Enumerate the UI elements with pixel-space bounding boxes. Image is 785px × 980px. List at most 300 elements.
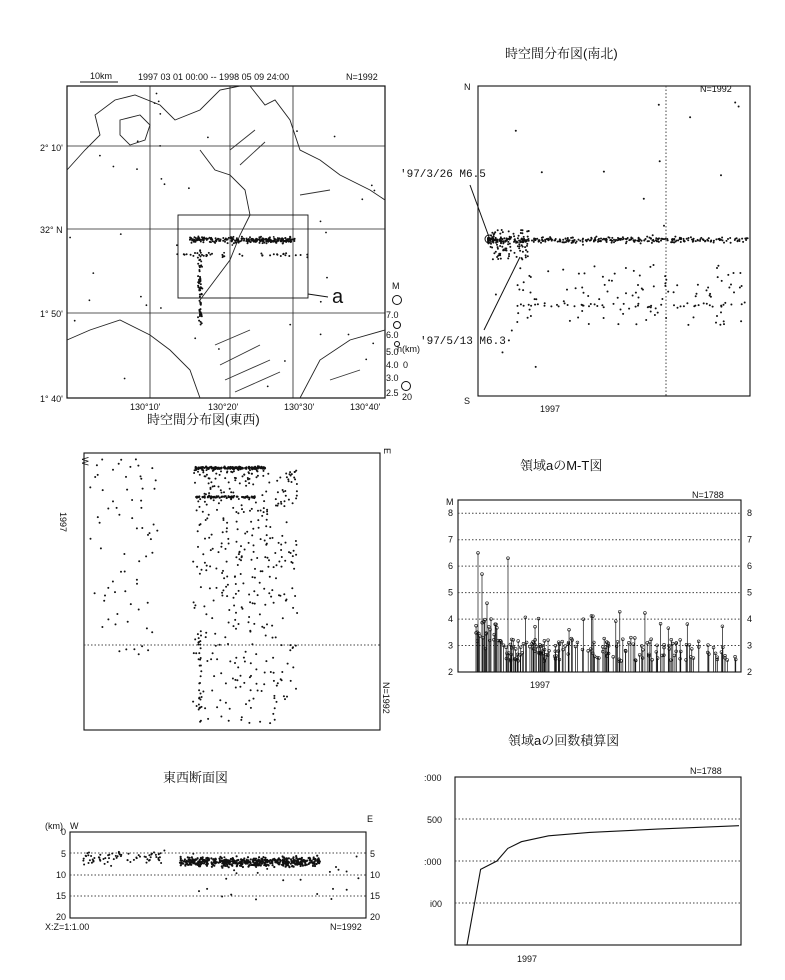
cum-year-label: 1997 bbox=[517, 954, 538, 964]
ns-event bbox=[495, 294, 497, 296]
ew-event bbox=[213, 600, 215, 602]
map-epicentre bbox=[200, 324, 202, 326]
cs-event bbox=[236, 872, 238, 874]
cs-unit: (km) bbox=[45, 821, 63, 831]
ew-event bbox=[293, 568, 295, 570]
map-epicentre bbox=[240, 240, 242, 242]
ns-event bbox=[535, 298, 537, 300]
ew-event bbox=[265, 635, 267, 637]
ns-event bbox=[528, 304, 530, 306]
ew-event bbox=[285, 495, 287, 497]
ns-event bbox=[507, 243, 509, 245]
ns-event bbox=[723, 323, 725, 325]
ns-event bbox=[503, 237, 505, 239]
cs-event bbox=[247, 856, 249, 858]
mt-tick-right: 3 bbox=[747, 640, 753, 651]
lat-label-4: 1° 40' bbox=[40, 394, 63, 404]
ew-event bbox=[230, 496, 232, 498]
ew-event bbox=[292, 555, 294, 557]
ew-event bbox=[256, 557, 258, 559]
ew-event bbox=[263, 507, 265, 509]
map-epicentre bbox=[257, 239, 259, 241]
cs-event bbox=[192, 853, 194, 855]
map-epicentre bbox=[241, 238, 243, 240]
ns-event bbox=[660, 304, 662, 306]
ew-event bbox=[206, 517, 208, 519]
map-epicentre bbox=[200, 241, 202, 243]
map-epicentre bbox=[196, 252, 198, 254]
ns-annotation-2: '97/5/13 M6.3 bbox=[420, 336, 506, 348]
ew-event bbox=[197, 633, 199, 635]
ew-event bbox=[115, 623, 117, 625]
cs-event bbox=[247, 866, 249, 868]
ew-event bbox=[273, 566, 275, 568]
ew-event bbox=[252, 483, 254, 485]
ew-event bbox=[233, 625, 235, 627]
ew-event bbox=[270, 671, 272, 673]
ew-event bbox=[271, 589, 273, 591]
map-epicentre bbox=[262, 242, 264, 244]
ns-event bbox=[695, 295, 697, 297]
cs-event bbox=[83, 864, 85, 866]
ew-event bbox=[223, 495, 225, 497]
ns-event bbox=[498, 253, 500, 255]
ew-event bbox=[150, 538, 152, 540]
ew-event bbox=[223, 467, 225, 469]
ew-event bbox=[269, 722, 271, 724]
cs-event bbox=[211, 863, 213, 865]
ns-event bbox=[502, 242, 504, 244]
mt-tick-left: 2 bbox=[448, 667, 454, 677]
ns-event bbox=[501, 246, 503, 248]
ew-event bbox=[200, 647, 202, 649]
ew-event bbox=[151, 631, 153, 633]
ew-event bbox=[198, 495, 200, 497]
ew-event bbox=[291, 587, 293, 589]
cs-event bbox=[180, 856, 182, 858]
ns-event bbox=[712, 306, 714, 308]
ew-event bbox=[205, 569, 207, 571]
ns-event bbox=[667, 291, 669, 293]
ns-event bbox=[672, 238, 674, 240]
ns-event bbox=[697, 240, 699, 242]
map-epicentre bbox=[218, 348, 220, 350]
cs-event bbox=[240, 860, 242, 862]
ew-event bbox=[199, 640, 201, 642]
map-epicentre bbox=[197, 263, 199, 265]
map-epicentre bbox=[288, 240, 290, 242]
ns-event bbox=[563, 300, 565, 302]
cs-event bbox=[243, 862, 245, 864]
ew-event bbox=[231, 466, 233, 468]
map-epicentre bbox=[140, 296, 142, 298]
ns-south-label: S bbox=[464, 396, 471, 406]
cs-event bbox=[194, 862, 196, 864]
ew-event bbox=[218, 486, 220, 488]
ns-event bbox=[650, 237, 652, 239]
ew-event bbox=[197, 642, 199, 644]
map-epicentre bbox=[284, 254, 286, 256]
ns-year-label: 1997 bbox=[540, 404, 561, 414]
ew-event bbox=[234, 467, 236, 469]
map-epicentre bbox=[325, 232, 327, 234]
map-epicentre bbox=[202, 241, 204, 243]
ew-event bbox=[196, 509, 198, 511]
ns-event bbox=[491, 232, 493, 234]
cs-event bbox=[335, 866, 337, 868]
cs-event bbox=[189, 863, 191, 865]
ns-event bbox=[716, 267, 718, 269]
ns-event bbox=[680, 305, 682, 307]
ns-event bbox=[707, 287, 709, 289]
cs-event bbox=[221, 867, 223, 869]
ns-event bbox=[517, 305, 519, 307]
ns-event bbox=[625, 267, 627, 269]
region-a-leader bbox=[308, 294, 328, 297]
ew-event bbox=[261, 690, 263, 692]
ns-event bbox=[523, 238, 525, 240]
ew-event bbox=[198, 658, 200, 660]
ew-event bbox=[232, 678, 234, 680]
ew-event bbox=[211, 690, 213, 692]
ns-event bbox=[519, 241, 521, 243]
ew-event bbox=[219, 474, 221, 476]
map-epicentre bbox=[232, 236, 234, 238]
ew-event bbox=[136, 583, 138, 585]
ew-event bbox=[282, 489, 284, 491]
cs-event bbox=[194, 858, 196, 860]
ew-event bbox=[295, 645, 297, 647]
ew-event bbox=[222, 517, 224, 519]
ew-event bbox=[295, 540, 297, 542]
cs-east: E bbox=[367, 814, 374, 824]
ew-event bbox=[224, 636, 226, 638]
ns-event bbox=[583, 292, 585, 294]
ew-event bbox=[197, 471, 199, 473]
ew-event bbox=[262, 468, 264, 470]
map-epicentre bbox=[263, 240, 265, 242]
map-epicentre bbox=[200, 302, 202, 304]
ns-count: N=1992 bbox=[700, 84, 732, 94]
ns-event bbox=[527, 251, 529, 253]
ew-event bbox=[234, 662, 236, 664]
ew-event bbox=[245, 703, 247, 705]
map-epicentre bbox=[74, 320, 76, 322]
map-epicentre bbox=[243, 240, 245, 242]
ns-event bbox=[632, 295, 634, 297]
ns-event bbox=[715, 322, 717, 324]
map-epicentre bbox=[199, 276, 201, 278]
map-epicentre bbox=[198, 269, 200, 271]
ew-event bbox=[204, 538, 206, 540]
ew-event bbox=[201, 696, 203, 698]
ns-event bbox=[638, 297, 640, 299]
ew-event bbox=[212, 548, 214, 550]
ns-event bbox=[700, 237, 702, 239]
ew-event bbox=[254, 568, 256, 570]
ns-event bbox=[581, 310, 583, 312]
ns-event bbox=[720, 311, 722, 313]
cs-event bbox=[153, 851, 155, 853]
map-epicentre bbox=[159, 113, 161, 115]
ns-event bbox=[522, 240, 524, 242]
map-epicentre bbox=[267, 239, 269, 241]
ns-event bbox=[676, 284, 678, 286]
cs-event bbox=[225, 878, 227, 880]
ew-event bbox=[251, 534, 253, 536]
map-epicentre bbox=[241, 236, 243, 238]
ns-event bbox=[618, 238, 620, 240]
ew-event bbox=[281, 644, 283, 646]
ns-event bbox=[721, 237, 723, 239]
map-epicentre bbox=[361, 198, 363, 200]
ew-event bbox=[276, 480, 278, 482]
map-epicentre bbox=[201, 236, 203, 238]
ew-event bbox=[249, 601, 251, 603]
cs-event bbox=[82, 860, 84, 862]
cs-event bbox=[202, 856, 204, 858]
map-epicentre bbox=[222, 237, 224, 239]
cs-event bbox=[314, 865, 316, 867]
ew-event bbox=[192, 701, 194, 703]
ns-event bbox=[638, 237, 640, 239]
cs-event bbox=[145, 856, 147, 858]
ew-event bbox=[215, 478, 217, 480]
map-epicentre bbox=[252, 238, 254, 240]
ns-event bbox=[516, 321, 518, 323]
ns-event bbox=[709, 304, 711, 306]
cumulative-panel bbox=[424, 733, 741, 964]
ew-event bbox=[136, 527, 138, 529]
ew-event bbox=[138, 609, 140, 611]
ns-event bbox=[515, 130, 517, 132]
cs-event bbox=[309, 859, 311, 861]
ns-event bbox=[613, 303, 615, 305]
map-epicentre bbox=[89, 299, 91, 301]
ns-event bbox=[490, 246, 492, 248]
ns-event bbox=[538, 241, 540, 243]
ew-event bbox=[253, 698, 255, 700]
cs-event bbox=[160, 862, 162, 864]
ew-event bbox=[114, 591, 116, 593]
ns-event bbox=[561, 241, 563, 243]
ew-event bbox=[261, 515, 263, 517]
ew-event bbox=[209, 587, 211, 589]
ns-event bbox=[519, 250, 521, 252]
lon-label-4: 130°40' bbox=[350, 402, 381, 412]
ew-event bbox=[248, 700, 250, 702]
ew-event bbox=[243, 657, 245, 659]
cs-event bbox=[357, 877, 359, 879]
map-epicentre bbox=[194, 337, 196, 339]
ew-event bbox=[208, 467, 210, 469]
ew-event bbox=[140, 500, 142, 502]
cs-tick: 15 bbox=[56, 891, 67, 901]
ns-event bbox=[519, 267, 521, 269]
map-epicentre bbox=[289, 238, 291, 240]
ew-event bbox=[232, 492, 234, 494]
map-epicentre bbox=[273, 253, 275, 255]
cs-event bbox=[183, 860, 185, 862]
ew-event bbox=[239, 551, 241, 553]
ew-event bbox=[198, 704, 200, 706]
ns-event bbox=[683, 305, 685, 307]
ew-event bbox=[89, 486, 91, 488]
ns-event bbox=[741, 238, 743, 240]
ew-event bbox=[267, 557, 269, 559]
ns-event bbox=[704, 240, 706, 242]
ns-event bbox=[529, 309, 531, 311]
ns-event bbox=[694, 305, 696, 307]
ew-event bbox=[237, 564, 239, 566]
ew-title: 時空間分布図(東西) bbox=[147, 412, 260, 427]
ew-event bbox=[202, 553, 204, 555]
ns-event bbox=[588, 305, 590, 307]
ns-event bbox=[664, 282, 666, 284]
map-epicentre bbox=[306, 256, 308, 258]
cum-count: N=1788 bbox=[690, 766, 722, 776]
ew-event bbox=[213, 675, 215, 677]
ew-event bbox=[197, 530, 199, 532]
ew-event bbox=[215, 473, 217, 475]
cs-event bbox=[163, 850, 165, 852]
ns-event bbox=[658, 104, 660, 106]
ew-event bbox=[281, 556, 283, 558]
cs-event bbox=[83, 858, 85, 860]
ns-event bbox=[495, 242, 497, 244]
ew-event bbox=[138, 653, 140, 655]
ew-event bbox=[241, 716, 243, 718]
ew-event bbox=[206, 474, 208, 476]
ew-event bbox=[241, 496, 243, 498]
map-epicentre bbox=[289, 324, 291, 326]
ew-event bbox=[112, 469, 114, 471]
cs-tick-right: 5 bbox=[370, 849, 376, 859]
ns-event bbox=[567, 240, 569, 242]
ew-event bbox=[245, 651, 247, 653]
ns-event bbox=[513, 235, 515, 237]
map-epicentre bbox=[197, 275, 199, 277]
ew-event bbox=[290, 680, 292, 682]
cs-event bbox=[243, 857, 245, 859]
map-epicentre bbox=[207, 137, 209, 139]
ns-event bbox=[582, 241, 584, 243]
cs-event bbox=[150, 856, 152, 858]
cs-event bbox=[282, 863, 284, 865]
cs-event bbox=[230, 894, 232, 896]
ns-event bbox=[578, 273, 580, 275]
ew-event bbox=[259, 582, 261, 584]
ns-event bbox=[549, 236, 551, 238]
ns-event bbox=[601, 304, 603, 306]
ns-event bbox=[509, 243, 511, 245]
ew-event bbox=[192, 561, 194, 563]
cs-event bbox=[90, 855, 92, 857]
ew-event bbox=[145, 555, 147, 557]
map-epicentre bbox=[198, 289, 200, 291]
map-epicentre bbox=[222, 240, 224, 242]
ew-event bbox=[296, 483, 298, 485]
ew-event bbox=[244, 549, 246, 551]
map-epicentre bbox=[69, 237, 71, 239]
ew-event bbox=[219, 644, 221, 646]
map-epicentre bbox=[196, 239, 198, 241]
ew-event bbox=[131, 517, 133, 519]
ew-event bbox=[281, 535, 283, 537]
ew-event bbox=[264, 604, 266, 606]
cs-event bbox=[206, 857, 208, 859]
ew-event bbox=[201, 569, 203, 571]
ew-event bbox=[240, 468, 242, 470]
map-epicentre bbox=[254, 239, 256, 241]
ns-event bbox=[513, 233, 515, 235]
cs-event bbox=[133, 859, 135, 861]
ew-event bbox=[212, 652, 214, 654]
ns-event bbox=[502, 249, 504, 251]
map-grid bbox=[67, 86, 385, 398]
ew-event bbox=[155, 479, 157, 481]
ew-event bbox=[235, 511, 237, 513]
ns-event bbox=[551, 240, 553, 242]
ew-event bbox=[226, 561, 228, 563]
ew-event bbox=[252, 528, 254, 530]
ns-event bbox=[626, 241, 628, 243]
ns-event bbox=[546, 238, 548, 240]
ew-event bbox=[226, 527, 228, 529]
ns-event bbox=[517, 312, 519, 314]
ew-event bbox=[284, 490, 286, 492]
ew-event bbox=[199, 644, 201, 646]
cs-event bbox=[284, 860, 286, 862]
ns-event bbox=[571, 242, 573, 244]
ew-event bbox=[242, 475, 244, 477]
ew-event bbox=[263, 470, 265, 472]
map-epicentre bbox=[203, 237, 205, 239]
ew-event bbox=[130, 603, 132, 605]
ew-event bbox=[294, 595, 296, 597]
cs-event bbox=[294, 863, 296, 865]
cs-event bbox=[261, 858, 263, 860]
ns-event bbox=[500, 242, 502, 244]
ew-event bbox=[206, 660, 208, 662]
cs-event bbox=[215, 858, 217, 860]
ns-event bbox=[661, 298, 663, 300]
ns-event bbox=[639, 275, 641, 277]
ew-event bbox=[284, 500, 286, 502]
ew-event bbox=[124, 590, 126, 592]
map-epicentre bbox=[272, 241, 274, 243]
ew-event bbox=[261, 494, 263, 496]
ew-event bbox=[126, 489, 128, 491]
map-epicentre bbox=[223, 252, 225, 254]
ns-event bbox=[663, 238, 665, 240]
cs-event bbox=[85, 855, 87, 857]
ew-event bbox=[223, 577, 225, 579]
ew-event bbox=[265, 525, 267, 527]
ns-event bbox=[673, 291, 675, 293]
ew-event bbox=[266, 534, 268, 536]
ew-event bbox=[204, 475, 206, 477]
ns-event bbox=[567, 238, 569, 240]
map-epicentre bbox=[200, 283, 202, 285]
cs-event bbox=[197, 864, 199, 866]
ns-event bbox=[495, 251, 497, 253]
ew-event bbox=[142, 488, 144, 490]
map-epicentre bbox=[260, 253, 262, 255]
ns-event bbox=[496, 256, 498, 258]
ew-event bbox=[237, 666, 239, 668]
cs-event bbox=[200, 863, 202, 865]
